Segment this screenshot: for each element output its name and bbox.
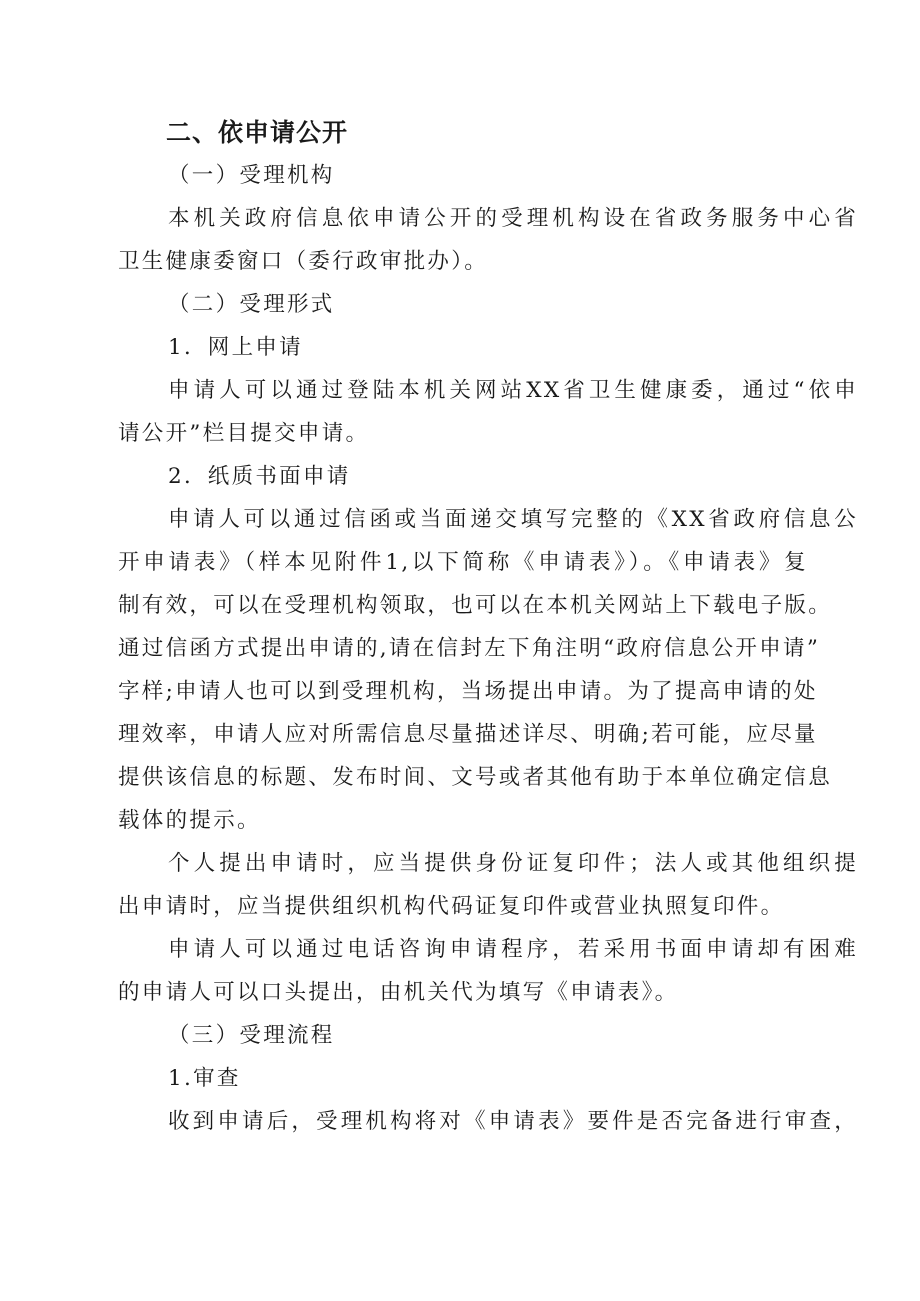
paragraph-line: 申请人可以通过电话咨询申请程序，若采用书面申请却有困难: [168, 937, 858, 962]
paragraph-line: 收到申请后，受理机构将对《申请表》要件是否完备进行审查，: [168, 1109, 858, 1134]
paragraph-line: 申请人可以通过信函或当面递交填写完整的《XX省政府信息公: [168, 507, 858, 532]
paragraph-line: 开申请表》（样本见附件1,以下简称《申请表》）。《申请表》复: [118, 550, 808, 575]
paragraph-line: 本机关政府信息依申请公开的受理机构设在省政务服务中心省: [168, 206, 858, 231]
subsection-heading-acceptance-form: （二）受理形式: [168, 292, 335, 317]
paragraph-line: 卫生健康委窗口（委行政审批办）。: [118, 249, 489, 274]
paragraph-line: 出申请时，应当提供组织机构代码证复印件或营业执照复印件。: [118, 894, 785, 919]
paragraph-line: 制有效，可以在受理机构领取，也可以在本机关网站上下载电子版。: [118, 593, 833, 618]
section-title: 二、依申请公开: [166, 118, 349, 147]
paragraph-line: 理效率，申请人应对所需信息尽量描述详尽、明确;若可能，应尽量: [118, 722, 818, 747]
document-body: [118, 112, 858, 1143]
subsection-heading-acceptance-process: （三）受理流程: [168, 1023, 335, 1048]
item-title-paper: 2．纸质书面申请: [168, 464, 351, 489]
paragraph-line: 载体的提示。: [118, 808, 261, 833]
paragraph-line: 个人提出申请时，应当提供身份证复印件；法人或其他组织提: [168, 851, 858, 876]
paragraph-line: 字样;申请人也可以到受理机构，当场提出申请。为了提高申请的处: [118, 679, 818, 704]
item-title-online: 1．网上申请: [168, 335, 303, 360]
item-title-review: 1.审查: [168, 1066, 241, 1091]
paragraph-line: 请公开”栏目提交申请。: [118, 421, 370, 446]
paragraph-line: 申请人可以通过登陆本机关网站XX省卫生健康委，通过“依申: [168, 378, 858, 403]
subsection-heading-acceptance-agency: （一）受理机构: [168, 163, 335, 188]
paragraph-line: 通过信函方式提出申请的,请在信封左下角注明“政府信息公开申请”: [118, 636, 821, 661]
paragraph-line: 的申请人可以口头提出，由机关代为填写《申请表》。: [118, 980, 679, 1005]
paragraph-line: 提供该信息的标题、发布时间、文号或者其他有助于本单位确定信息: [118, 765, 833, 790]
